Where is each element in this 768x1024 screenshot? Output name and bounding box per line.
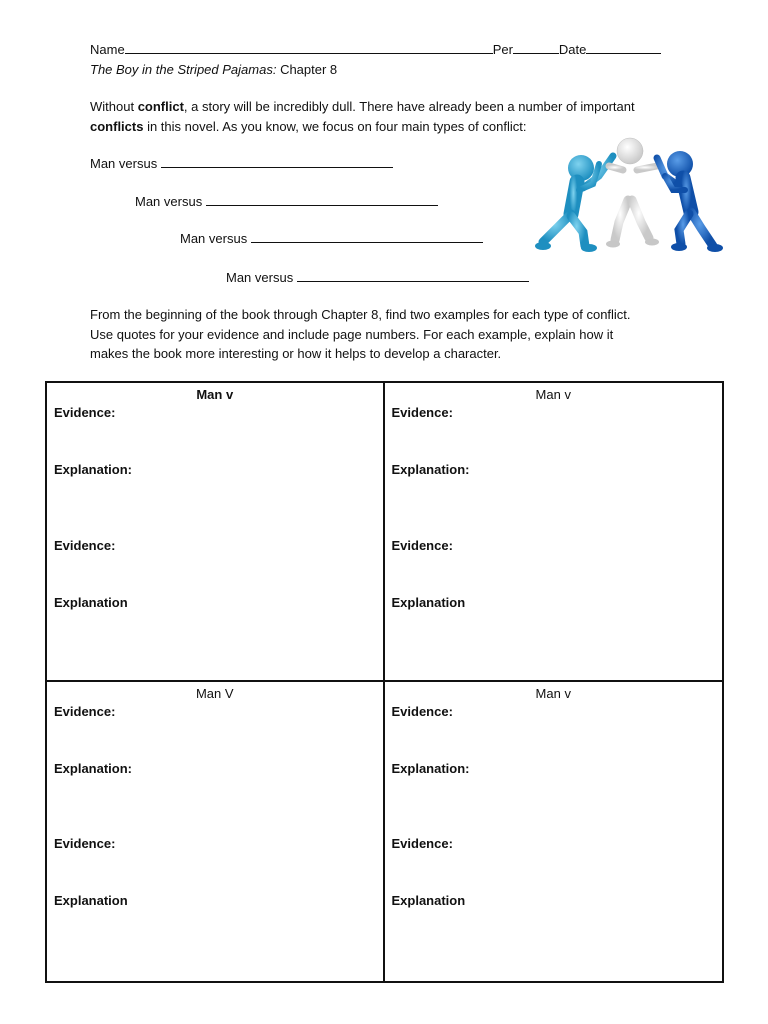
- evidence-label: Evidence:: [391, 405, 453, 420]
- chapter-label: Chapter 8: [280, 62, 338, 77]
- explanation-label: Explanation:: [54, 761, 133, 776]
- man-versus-label: Man versus: [180, 231, 248, 246]
- man-versus-label: Man versus: [90, 156, 158, 171]
- instructions-line: Use quotes for your evidence and include page numbers. For each example, explain how it: [90, 326, 614, 342]
- worksheet-title: [90, 62, 337, 77]
- explanation-label: Explanation: [391, 893, 466, 908]
- name-blank[interactable]: [125, 42, 493, 54]
- conflict-blank[interactable]: [251, 231, 483, 243]
- conflicts-word: conflicts: [90, 118, 144, 134]
- intro-text: in this novel. As you know, we focus on four main types of conflict:: [143, 118, 527, 134]
- explanation-label: Explanation: [54, 595, 128, 610]
- instructions-line: makes the book more interesting or how it helps to develop a character.: [90, 346, 502, 361]
- cell-header: Man v: [196, 387, 234, 402]
- conflict-type-4: [226, 270, 529, 285]
- white-figure: [609, 138, 657, 240]
- light-blue-figure: [543, 155, 613, 246]
- explanation-label: Explanation:: [54, 462, 133, 477]
- explanation-label: Explanation:: [391, 761, 470, 776]
- intro-paragraph: [90, 97, 690, 136]
- conflict-blank[interactable]: [297, 270, 529, 282]
- man-versus-label: Man versus: [135, 194, 203, 209]
- explanation-label: Explanation:: [391, 462, 470, 477]
- conflict-cell[interactable]: [47, 383, 385, 682]
- name-line: [90, 42, 661, 57]
- explanation-label: Explanation: [391, 595, 466, 610]
- intro-text: Without: [90, 99, 138, 114]
- conflict-cell[interactable]: [385, 383, 723, 682]
- cell-header: Man v: [535, 387, 571, 402]
- per-label: Per: [492, 42, 513, 57]
- per-blank[interactable]: [513, 42, 559, 54]
- conflict-type-1: [90, 156, 393, 171]
- instructions-line: From the beginning of the book through Chapter 8, find two examples for each type of conflict.: [90, 307, 631, 322]
- evidence-label: Evidence:: [391, 836, 453, 851]
- conflict-table: [45, 381, 724, 983]
- conflict-blank[interactable]: [206, 194, 438, 206]
- conflict-word: conflict: [137, 99, 184, 114]
- name-label: Name: [90, 42, 125, 57]
- cell-header: Man V: [195, 686, 234, 701]
- dark-blue-figure: [657, 151, 713, 246]
- evidence-label: Evidence:: [391, 538, 453, 553]
- evidence-label: Evidence:: [54, 405, 116, 420]
- conflict-figures-illustration: [533, 136, 725, 254]
- date-blank[interactable]: [586, 42, 661, 54]
- intro-text: , a story will be incredibly dull. There have already been a number of important: [183, 99, 635, 114]
- conflict-blank[interactable]: [161, 156, 393, 168]
- evidence-label: Evidence:: [54, 836, 116, 851]
- instructions-paragraph: [90, 305, 730, 364]
- conflict-cell[interactable]: [385, 682, 723, 981]
- explanation-label: Explanation: [54, 893, 128, 908]
- evidence-label: Evidence:: [54, 704, 116, 719]
- man-versus-label: Man versus: [226, 270, 294, 285]
- conflict-type-3: [180, 231, 483, 246]
- conflict-cell[interactable]: [47, 682, 385, 981]
- book-title: The Boy in the Striped Pajamas:: [90, 62, 277, 77]
- evidence-label: Evidence:: [54, 538, 116, 553]
- date-label: Date: [558, 42, 587, 57]
- cell-header: Man v: [535, 686, 571, 701]
- conflict-type-2: [135, 194, 438, 209]
- evidence-label: Evidence:: [391, 704, 453, 719]
